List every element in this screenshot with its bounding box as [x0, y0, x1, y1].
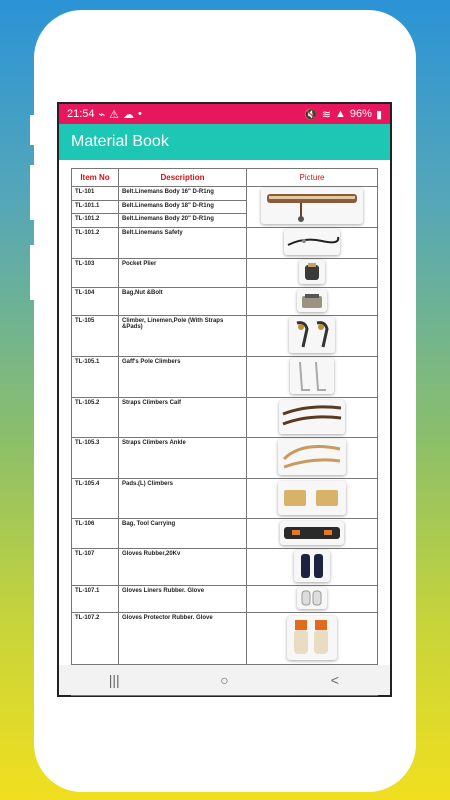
glove-protector-image	[287, 616, 337, 660]
item-no-cell: TL-105.2	[72, 398, 119, 438]
description-cell: Gloves Liners Rubber. Glove	[119, 586, 247, 613]
header-item-no: Item No	[72, 169, 119, 187]
climber-pads-image	[278, 481, 346, 515]
table-row	[72, 479, 378, 519]
item-no-cell: TL-101	[72, 187, 119, 201]
table-row	[72, 613, 378, 665]
item-no-cell: TL-105	[72, 316, 119, 357]
description-cell: Climber, Linemen,Pole (With Straps &Pads)	[119, 316, 247, 357]
description-cell: Belt.Linemans Body 18" D-R1ng	[119, 200, 247, 214]
description-cell: Pads.(L) Climbers	[119, 479, 247, 519]
app-bar	[59, 124, 390, 160]
wifi-icon: ≋	[321, 108, 332, 121]
usb-debug-icon: ⌁	[98, 108, 106, 121]
description-cell: Belt.Linemans Body 16" D-R1ng	[119, 187, 247, 201]
table-row	[72, 586, 378, 613]
picture-cell	[247, 586, 378, 613]
signal-icon: ▲	[335, 108, 346, 120]
item-no-cell: TL-101.1	[72, 200, 119, 214]
header-picture: Picture	[247, 169, 378, 187]
item-no-cell: TL-107.2	[72, 613, 119, 665]
item-no-cell: TL-107	[72, 549, 119, 586]
item-no-cell: TL-101.2	[72, 214, 119, 228]
tool-bag-image	[280, 521, 344, 545]
item-no-cell: TL-105.3	[72, 438, 119, 479]
table-row	[72, 187, 378, 201]
description-cell: Straps Climbers Calf	[119, 398, 247, 438]
mute-icon: 🔇	[304, 108, 318, 121]
item-no-cell: TL-103	[72, 259, 119, 288]
picture-cell	[247, 613, 378, 665]
description-cell: Gaff's Pole Climbers	[119, 357, 247, 398]
clock: 21:54	[67, 108, 95, 120]
table-row	[72, 228, 378, 259]
climber-image	[289, 317, 335, 353]
status-bar	[59, 104, 390, 124]
recents-button[interactable]: |||	[108, 672, 120, 688]
battery-level: 96%	[349, 108, 372, 120]
gaff-climber-image	[290, 358, 334, 394]
picture-cell	[247, 259, 378, 288]
app-title: Material Book	[71, 133, 169, 150]
table-row	[72, 288, 378, 316]
picture-cell	[247, 288, 378, 316]
phone-screen	[57, 102, 392, 697]
document-view[interactable]	[59, 160, 390, 665]
description-cell: Gloves Rubber,20Kv	[119, 549, 247, 586]
rubber-gloves-image	[294, 550, 330, 582]
item-no-cell: TL-104	[72, 288, 119, 316]
picture-cell	[247, 357, 378, 398]
picture-cell	[247, 519, 378, 549]
battery-icon: ▮	[375, 108, 382, 121]
nut-bag-image	[297, 290, 327, 312]
table-row	[72, 357, 378, 398]
item-no-cell: TL-101.2	[72, 228, 119, 259]
cloud-icon: ☁	[123, 108, 135, 121]
description-cell: Pocket Plier	[119, 259, 247, 288]
item-no-cell: TL-105.1	[72, 357, 119, 398]
android-nav-bar	[59, 665, 390, 695]
back-button[interactable]: <	[330, 672, 339, 688]
table-row	[72, 438, 378, 479]
safety-strap-image	[284, 229, 340, 255]
table-row	[72, 549, 378, 586]
warning-icon: ⚠	[109, 108, 120, 121]
plier-image	[299, 260, 325, 284]
item-no-cell: TL-105.4	[72, 479, 119, 519]
description-cell: Bag, Tool Carrying	[119, 519, 247, 549]
description-cell: Straps Climbers Ankle	[119, 438, 247, 479]
table-row	[72, 519, 378, 549]
description-cell: Bag,Nut &Bolt	[119, 288, 247, 316]
picture-cell	[247, 398, 378, 438]
calf-strap-image	[279, 400, 345, 434]
picture-cell	[247, 228, 378, 259]
home-button[interactable]: ○	[220, 672, 229, 688]
description-cell: Belt.Linemans Safety	[119, 228, 247, 259]
table-header-row	[72, 169, 378, 187]
description-cell: Belt.Linemans Body 20" D-R1ng	[119, 214, 247, 228]
material-table	[71, 168, 378, 696]
picture-cell	[247, 479, 378, 519]
item-no-cell: TL-106	[72, 519, 119, 549]
table-row	[72, 398, 378, 438]
glove-liners-image	[297, 587, 327, 609]
picture-cell	[247, 187, 378, 228]
phone-side-button	[30, 115, 36, 145]
picture-cell	[247, 549, 378, 586]
dot-icon: •	[138, 108, 142, 120]
table-row	[72, 316, 378, 357]
phone-volume-down-button	[30, 245, 36, 300]
ankle-strap-image	[278, 439, 346, 475]
phone-volume-up-button	[30, 165, 36, 220]
item-no-cell: TL-107.1	[72, 586, 119, 613]
header-description: Description	[119, 169, 247, 187]
table-row	[72, 259, 378, 288]
picture-cell	[247, 438, 378, 479]
belt-image	[261, 188, 363, 224]
picture-cell	[247, 316, 378, 357]
description-cell: Gloves Protector Rubber. Glove	[119, 613, 247, 665]
